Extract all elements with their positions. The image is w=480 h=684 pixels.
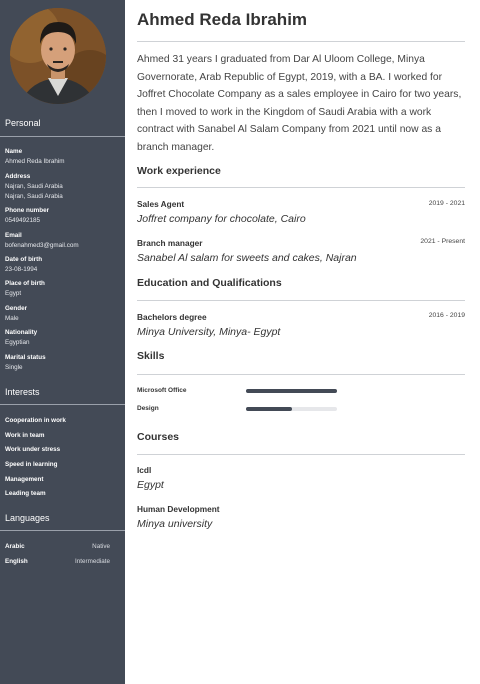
job-title: Sales Agent bbox=[137, 199, 185, 209]
work-heading: Work experience bbox=[137, 165, 221, 177]
field-label: Nationality bbox=[5, 329, 38, 336]
language-name: English bbox=[5, 558, 28, 565]
field-label: Marital status bbox=[5, 354, 46, 361]
skill-name: Microsoft Office bbox=[137, 387, 187, 394]
education-divider bbox=[137, 300, 465, 301]
field-value[interactable]: bofenahmed3@gmail.com bbox=[5, 242, 79, 249]
sidebar bbox=[0, 0, 125, 684]
field-value: Najran, Saudi Arabia bbox=[5, 193, 63, 200]
degree-dates: 2016 - 2019 bbox=[428, 312, 465, 319]
degree-institution: Minya University, Minya- Egypt bbox=[137, 326, 281, 338]
language-level: Intermediate bbox=[74, 558, 110, 565]
page-title: Ahmed Reda Ibrahim bbox=[137, 10, 308, 29]
skill-level-fill bbox=[246, 407, 292, 411]
field-email bbox=[5, 231, 120, 251]
language-row bbox=[5, 558, 110, 565]
profile-photo bbox=[10, 8, 106, 104]
field-label: Place of birth bbox=[5, 280, 45, 287]
skill-level-bar bbox=[246, 407, 337, 411]
job-dates: 2021 - Present bbox=[420, 238, 465, 245]
field-value: Single bbox=[5, 364, 23, 371]
summary-text: Ahmed 31 years I graduated from Dar Al Uloom College, Minya Governorate, Arab Republic of Egypt, 2019, with a BA. I worked for Joffret Chocolate Company as a sales employee in Cairo for two years, then I moved to work in the Kingdom of Saudi Arabia with a work contract with Sanabel Al Salam Company from 2021 until now as a branch manager. bbox=[137, 54, 462, 153]
personal-heading: Personal bbox=[5, 118, 41, 128]
skills-heading: Skills bbox=[137, 350, 165, 362]
interests-heading: Interests bbox=[5, 387, 40, 397]
course-location: Egypt bbox=[137, 479, 164, 491]
field-label: Email bbox=[5, 232, 22, 239]
course-title: Human Development bbox=[137, 504, 220, 514]
course-location: Minya university bbox=[137, 518, 213, 530]
interests-divider bbox=[0, 404, 125, 405]
main-content bbox=[125, 0, 480, 684]
interest-item: Leading team bbox=[5, 490, 46, 497]
title-divider bbox=[137, 41, 465, 42]
field-value: 23-08-1994 bbox=[5, 266, 38, 273]
field-date-of-birth bbox=[5, 255, 120, 275]
skill-level-bar bbox=[246, 389, 337, 393]
interest-item: Management bbox=[5, 476, 44, 483]
languages-divider bbox=[0, 530, 125, 531]
field-value: Egypt bbox=[5, 290, 22, 297]
field-label: Address bbox=[5, 173, 31, 180]
education-heading: Education and Qualifications bbox=[137, 277, 282, 289]
courses-heading: Courses bbox=[137, 431, 180, 443]
job-org: Sanabel Al salam for sweets and cakes, Najran bbox=[137, 252, 357, 264]
field-value: 0549492185 bbox=[5, 217, 41, 224]
field-address bbox=[5, 172, 120, 202]
course-title: Icdl bbox=[137, 465, 152, 475]
field-phone bbox=[5, 206, 120, 226]
interest-item: Work under stress bbox=[5, 446, 61, 453]
skill-level-fill bbox=[246, 389, 337, 393]
language-level: Native bbox=[92, 543, 110, 550]
skills-divider bbox=[137, 374, 465, 375]
skill-name: Design bbox=[137, 405, 159, 412]
language-name: Arabic bbox=[5, 543, 25, 550]
field-label: Name bbox=[5, 148, 23, 155]
field-value: Egyptian bbox=[5, 339, 30, 346]
field-nationality bbox=[5, 328, 120, 348]
field-gender bbox=[5, 304, 120, 324]
work-divider bbox=[137, 187, 465, 188]
field-label: Date of birth bbox=[5, 256, 43, 263]
courses-divider bbox=[137, 454, 465, 455]
personal-divider bbox=[0, 136, 125, 137]
field-value: Najran, Saudi Arabia bbox=[5, 183, 63, 190]
field-label: Phone number bbox=[5, 207, 50, 214]
field-marital-status bbox=[5, 353, 120, 373]
interest-item: Speed in learning bbox=[5, 461, 58, 468]
field-place-of-birth bbox=[5, 279, 120, 299]
field-label: Gender bbox=[5, 305, 28, 312]
languages-heading: Languages bbox=[5, 513, 50, 523]
job-dates: 2019 - 2021 bbox=[428, 200, 465, 207]
interest-item: Cooperation in work bbox=[5, 417, 66, 424]
field-value: Ahmed Reda Ibrahim bbox=[5, 158, 65, 165]
interest-item: Work in team bbox=[5, 432, 45, 439]
field-name bbox=[5, 147, 120, 167]
job-title: Branch manager bbox=[137, 238, 203, 248]
language-row bbox=[5, 543, 110, 550]
field-value: Male bbox=[5, 315, 19, 322]
degree-title: Bachelors degree bbox=[137, 312, 207, 322]
job-org: Joffret company for chocolate, Cairo bbox=[137, 213, 306, 225]
